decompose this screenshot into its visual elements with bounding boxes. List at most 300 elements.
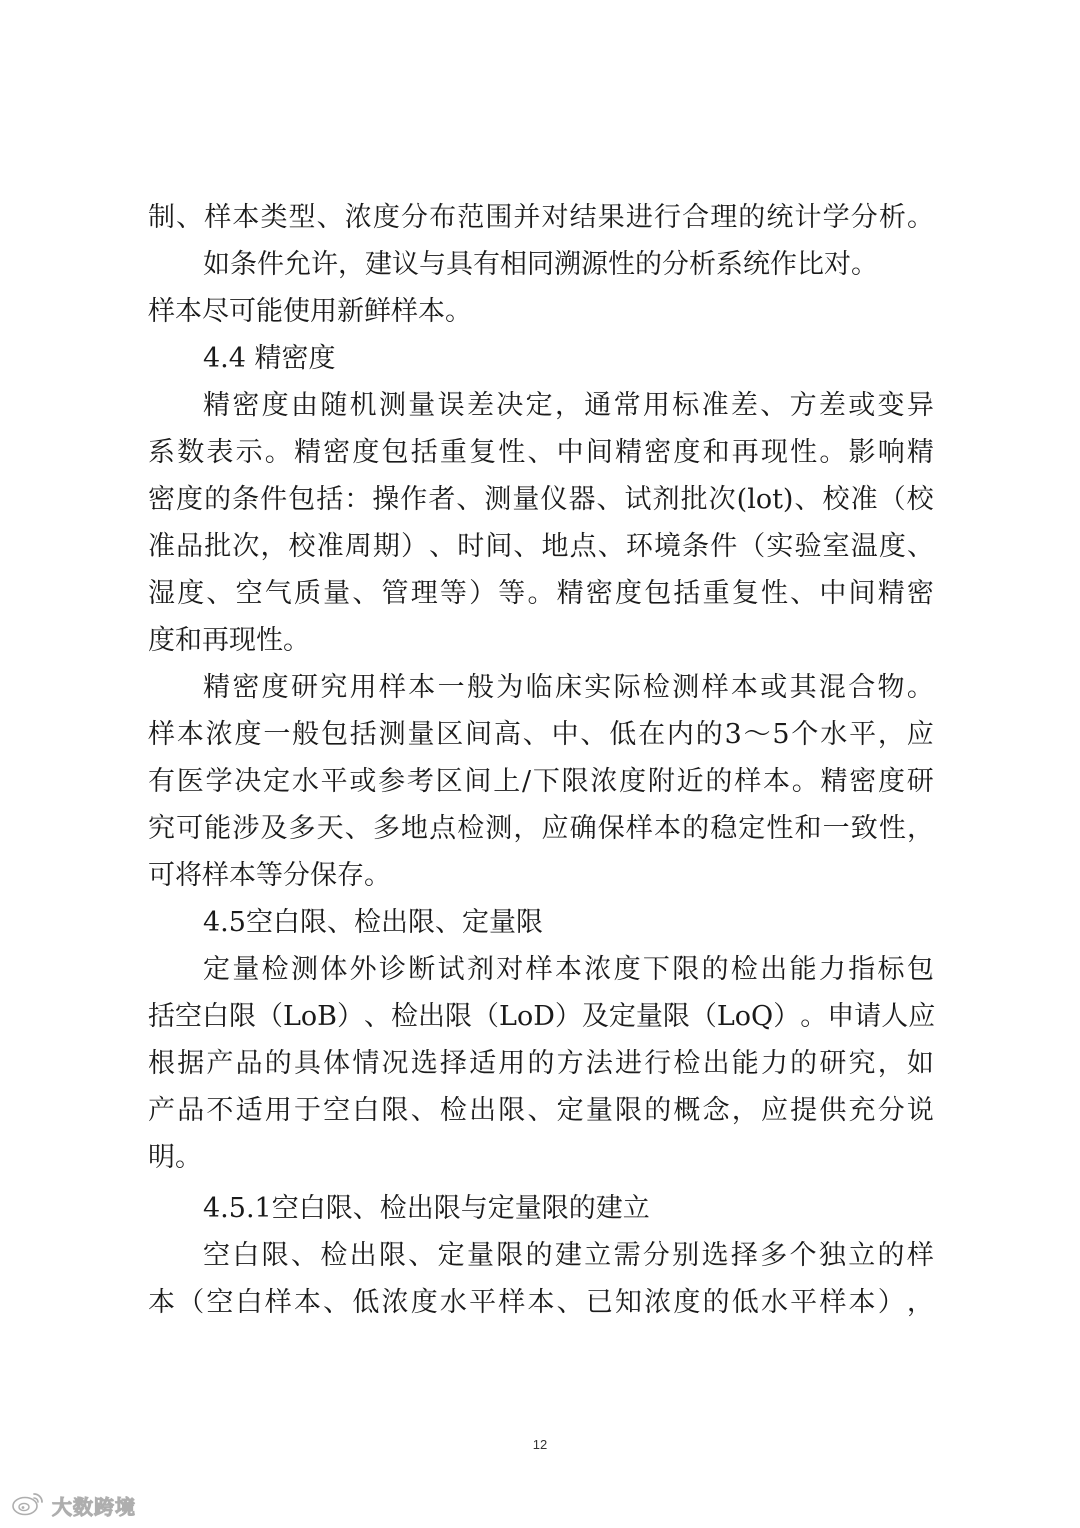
glyph: ， <box>877 719 905 750</box>
glyph: 应 <box>760 1095 788 1126</box>
glyph: 本 <box>554 954 582 985</box>
glyph: 重 <box>702 578 730 609</box>
glyph: 度 <box>673 437 701 468</box>
glyph: 定 <box>203 954 230 985</box>
glyph: 结 <box>569 202 597 233</box>
glyph: 根 <box>148 1048 175 1079</box>
glyph: 样 <box>204 202 232 233</box>
glyph: 品 <box>235 1048 263 1079</box>
glyph: 浓 <box>205 719 233 750</box>
glyph: 研 <box>819 1048 847 1079</box>
glyph: ） <box>337 1001 365 1032</box>
glyph: 本 <box>527 1287 555 1318</box>
glyph: 分 <box>642 1240 670 1271</box>
paragraph-line <box>148 809 934 849</box>
glyph: 5 <box>772 719 790 750</box>
glyph: 近 <box>676 766 704 797</box>
glyph: 确 <box>569 813 597 844</box>
glyph: 样 <box>906 1240 934 1271</box>
glyph: 样 <box>819 1287 847 1318</box>
glyph: 出 <box>760 954 788 985</box>
glyph: 出 <box>702 1048 730 1079</box>
glyph: 选 <box>701 1240 729 1271</box>
glyph: 外 <box>349 954 377 985</box>
glyph: 空 <box>175 1001 202 1032</box>
glyph: 间 <box>585 437 613 468</box>
glyph: 度 <box>177 578 205 609</box>
glyph: 密 <box>232 672 260 703</box>
glyph: 检 <box>642 672 670 703</box>
glyph: 立 <box>584 1240 612 1271</box>
glyph: 样 <box>498 1287 526 1318</box>
glyph: 分 <box>877 1095 905 1126</box>
section-heading <box>203 903 934 943</box>
glyph: 管 <box>381 578 409 609</box>
glyph: 量 <box>407 719 435 750</box>
glyph: 能 <box>789 954 817 985</box>
glyph: 浓 <box>590 766 618 797</box>
glyph: 型 <box>288 202 316 233</box>
glyph: 多 <box>288 813 316 844</box>
glyph: 、 <box>323 1287 351 1318</box>
glyph: 的 <box>682 813 710 844</box>
section-heading <box>203 339 934 379</box>
glyph: 等 <box>439 578 467 609</box>
glyph: 差 <box>818 390 846 421</box>
glyph: 定 <box>738 813 766 844</box>
glyph: 、 <box>596 484 624 515</box>
glyph: 性 <box>498 437 526 468</box>
glyph: 申 <box>827 1001 855 1032</box>
glyph: 和 <box>702 437 730 468</box>
glyph: 个 <box>789 1240 817 1271</box>
glyph: 在 <box>638 719 666 750</box>
glyph: （ <box>878 484 906 515</box>
paragraph-line <box>148 433 934 473</box>
glyph: 需 <box>613 1240 641 1271</box>
glyph: 空 <box>323 1095 351 1126</box>
glyph: 低 <box>731 1287 759 1318</box>
glyph: 平 <box>320 766 348 797</box>
glyph: 范 <box>457 202 485 233</box>
paragraph-line <box>203 950 934 990</box>
glyph: 稳 <box>710 813 738 844</box>
glyph: 理 <box>710 202 738 233</box>
glyph: 平 <box>849 719 877 750</box>
glyph: 本 <box>730 672 758 703</box>
glyph: 产 <box>206 1048 234 1079</box>
glyph: 测 <box>485 813 513 844</box>
glyph: 的 <box>695 719 723 750</box>
glyph: ） <box>877 1287 905 1318</box>
glyph: 附 <box>647 766 675 797</box>
glyph: 气 <box>264 578 292 609</box>
paragraph-line <box>148 621 934 661</box>
glyph: 密 <box>849 766 877 797</box>
paragraph-line <box>148 1138 934 1178</box>
glyph: ， <box>731 1095 759 1126</box>
glyph: 作 <box>400 484 428 515</box>
glyph: 低 <box>352 1287 380 1318</box>
glyph: 、 <box>597 531 625 562</box>
glyph: 现 <box>760 437 788 468</box>
glyph: 提 <box>790 1095 818 1126</box>
glyph: 空 <box>206 1287 234 1318</box>
glyph: 类 <box>260 202 288 233</box>
glyph: 并 <box>513 202 541 233</box>
glyph: 度 <box>261 672 289 703</box>
glyph: 、 <box>206 578 234 609</box>
glyph: 中 <box>551 719 579 750</box>
glyph: ， <box>513 813 541 844</box>
glyph: 、 <box>580 719 608 750</box>
glyph: 的 <box>702 1287 730 1318</box>
glyph: 样 <box>148 719 175 750</box>
glyph: 内 <box>666 719 694 750</box>
glyph: LoD <box>499 1001 555 1032</box>
glyph: 定 <box>608 1001 636 1032</box>
glyph: 间 <box>485 531 513 562</box>
glyph: 限 <box>498 1095 526 1126</box>
glyph: 、 <box>344 813 372 844</box>
glyph: ） <box>469 578 497 609</box>
glyph: 本 <box>408 672 436 703</box>
glyph: 校 <box>288 531 316 562</box>
glyph: 差 <box>730 390 758 421</box>
glyph: 白 <box>235 1287 263 1318</box>
glyph: 研 <box>290 672 318 703</box>
glyph: 行 <box>644 1048 672 1079</box>
glyph: 。 <box>819 437 847 468</box>
glyph: 于 <box>293 1095 321 1126</box>
paragraph-line <box>148 527 934 567</box>
glyph: LoB <box>283 1001 338 1032</box>
glyph: 应 <box>908 1001 936 1032</box>
glyph: 围 <box>485 202 513 233</box>
glyph: 样 <box>264 1287 292 1318</box>
glyph: 本 <box>762 766 790 797</box>
glyph: 体 <box>320 954 348 985</box>
glyph: 时 <box>457 531 485 562</box>
heading-text: 4.4 精密度 <box>203 343 336 374</box>
page-number: 12 <box>532 1437 548 1452</box>
glyph: 分 <box>400 202 428 233</box>
glyph: 、 <box>513 531 541 562</box>
glyph: 般 <box>292 719 320 750</box>
glyph: 参 <box>378 766 406 797</box>
glyph: 器 <box>568 484 596 515</box>
glyph: 检 <box>730 954 758 985</box>
glyph: 准 <box>316 531 344 562</box>
glyph: 出 <box>469 1095 497 1126</box>
glyph: 对 <box>541 202 569 233</box>
glyph: 条 <box>682 531 710 562</box>
glyph: 出 <box>349 1240 377 1271</box>
glyph: 用 <box>498 1048 526 1079</box>
glyph: 平 <box>469 1287 497 1318</box>
glyph: 括 <box>316 484 344 515</box>
glyph: 本 <box>653 813 681 844</box>
glyph: 通 <box>584 390 612 421</box>
glyph: 究 <box>848 1048 876 1079</box>
glyph: 水 <box>820 719 848 750</box>
glyph: 平 <box>790 1287 818 1318</box>
glyph: 合 <box>682 202 710 233</box>
glyph: 致 <box>850 813 878 844</box>
glyph: 精 <box>293 437 321 468</box>
glyph: 标 <box>877 954 905 985</box>
glyph: 测 <box>378 390 406 421</box>
glyph: 适 <box>469 1048 497 1079</box>
glyph: 度 <box>878 766 906 797</box>
glyph: 应 <box>541 813 569 844</box>
glyph: 度 <box>673 1287 701 1318</box>
glyph: ） <box>554 1001 582 1032</box>
glyph: ， <box>906 813 934 844</box>
glyph: 本 <box>848 1287 876 1318</box>
glyph: 请 <box>854 1001 882 1032</box>
glyph: 样 <box>734 766 762 797</box>
glyph: 检 <box>673 1048 701 1079</box>
glyph: 具 <box>293 1048 321 1079</box>
glyph: 出 <box>418 1001 446 1032</box>
glyph: 临 <box>525 672 553 703</box>
glyph: 有 <box>148 766 175 797</box>
glyph: 上 <box>493 766 521 797</box>
glyph: 别 <box>672 1240 700 1271</box>
glyph: 。 <box>791 766 819 797</box>
glyph: 试 <box>624 484 652 515</box>
glyph: 次 <box>708 484 736 515</box>
paragraph-line <box>148 997 934 1037</box>
glyph: 密 <box>585 578 613 609</box>
glyph: 3 <box>724 719 742 750</box>
glyph: （ <box>177 1287 205 1318</box>
glyph: 、 <box>522 719 550 750</box>
glyph: 样 <box>701 672 729 703</box>
glyph: 实 <box>766 531 794 562</box>
glyph: 的 <box>701 954 729 985</box>
glyph: 样 <box>378 672 406 703</box>
glyph: 。 <box>906 202 934 233</box>
glyph: 诊 <box>378 954 406 985</box>
glyph: 随 <box>320 390 348 421</box>
glyph: 选 <box>410 1048 438 1079</box>
glyph: 点 <box>569 531 597 562</box>
glyph: 低 <box>609 719 637 750</box>
glyph: 概 <box>673 1095 701 1126</box>
watermark <box>10 1490 136 1520</box>
glyph: 对 <box>496 954 524 985</box>
glyph: 密 <box>148 484 175 515</box>
glyph: 决 <box>234 766 262 797</box>
glyph: 况 <box>381 1048 409 1079</box>
glyph: 精 <box>556 578 584 609</box>
glyph: 精 <box>203 672 230 703</box>
glyph: 差 <box>466 390 494 421</box>
glyph: 、 <box>556 1287 584 1318</box>
glyph: 环 <box>625 531 653 562</box>
glyph: 校 <box>906 484 934 515</box>
glyph: 般 <box>466 672 494 703</box>
glyph: 断 <box>408 954 436 985</box>
glyph: LoQ <box>716 1001 774 1032</box>
glyph: 操 <box>372 484 400 515</box>
glyph: 再 <box>731 437 759 468</box>
glyph: 准 <box>701 390 729 421</box>
glyph: 据 <box>177 1048 205 1079</box>
glyph: 说 <box>906 1095 934 1126</box>
glyph: 际 <box>613 672 641 703</box>
glyph: 度 <box>878 531 906 562</box>
glyph: 定 <box>437 1240 465 1271</box>
glyph: 力 <box>818 954 846 985</box>
glyph: 度 <box>372 202 400 233</box>
glyph: 准 <box>148 531 175 562</box>
glyph: 限 <box>378 1240 406 1271</box>
glyph: ， <box>554 390 582 421</box>
glyph: 校 <box>822 484 850 515</box>
glyph: 方 <box>789 390 817 421</box>
glyph: 仪 <box>540 484 568 515</box>
glyph: 批 <box>680 484 708 515</box>
glyph: 变 <box>877 390 905 421</box>
glyph: 究 <box>320 672 348 703</box>
glyph: 决 <box>496 390 524 421</box>
line-text: 度和再现性。 <box>148 625 310 656</box>
glyph: 及 <box>260 813 288 844</box>
glyph: 究 <box>148 813 175 844</box>
glyph: 验 <box>794 531 822 562</box>
glyph: 密 <box>232 390 260 421</box>
glyph: (lot) <box>736 484 794 515</box>
glyph: ： <box>344 484 372 515</box>
glyph: 择 <box>439 1048 467 1079</box>
glyph: 间 <box>848 578 876 609</box>
glyph: 异 <box>906 390 934 421</box>
glyph: 为 <box>496 672 524 703</box>
glyph: 常 <box>613 390 641 421</box>
glyph: 区 <box>435 766 463 797</box>
glyph: 实 <box>584 672 612 703</box>
glyph: 析 <box>878 202 906 233</box>
glyph: 应 <box>906 719 934 750</box>
glyph: 包 <box>644 578 672 609</box>
glyph: 的 <box>204 484 232 515</box>
glyph: 限 <box>561 766 589 797</box>
glyph: 限 <box>496 1240 524 1271</box>
glyph: 限 <box>229 1001 256 1032</box>
glyph: 湿 <box>148 578 175 609</box>
glyph: 者 <box>428 484 456 515</box>
glyph: 测 <box>378 719 406 750</box>
glyph: 件 <box>260 484 288 515</box>
paragraph-line <box>148 198 934 238</box>
glyph: 量 <box>512 484 540 515</box>
glyph: 、 <box>410 1095 438 1126</box>
line-text: 可将样本等分保存。 <box>148 860 391 891</box>
glyph: 中 <box>556 437 584 468</box>
paragraph-line <box>148 762 934 802</box>
glyph: （ <box>472 1001 500 1032</box>
glyph: 多 <box>372 813 400 844</box>
glyph: 包 <box>288 484 316 515</box>
glyph: 度 <box>410 1287 438 1318</box>
glyph: 条 <box>232 484 260 515</box>
glyph: 不 <box>206 1095 234 1126</box>
glyph: ） <box>400 531 428 562</box>
glyph: 区 <box>436 719 464 750</box>
glyph: 。 <box>527 578 555 609</box>
glyph: 周 <box>344 531 372 562</box>
glyph: 研 <box>906 766 934 797</box>
glyph: ， <box>906 1287 934 1318</box>
glyph: 的 <box>790 1048 818 1079</box>
glyph: 、 <box>364 1001 392 1032</box>
glyph: （ <box>738 531 766 562</box>
glyph: 、 <box>429 531 457 562</box>
glyph: 水 <box>291 766 319 797</box>
glyph: 性 <box>790 437 818 468</box>
glyph: 点 <box>429 813 457 844</box>
glyph: 或 <box>848 390 876 421</box>
glyph: 限 <box>662 1001 690 1032</box>
glyph: 情 <box>352 1048 380 1079</box>
glyph: 法 <box>585 1048 613 1079</box>
glyph: 指 <box>848 954 876 985</box>
glyph: 白 <box>202 1001 229 1032</box>
glyph: 地 <box>541 531 569 562</box>
glyph: 温 <box>850 531 878 562</box>
glyph: 布 <box>429 202 457 233</box>
glyph: 括 <box>673 578 701 609</box>
glyph: 的 <box>264 1048 292 1079</box>
glyph: 性 <box>760 578 788 609</box>
glyph: / <box>521 766 532 797</box>
glyph: 品 <box>177 1095 205 1126</box>
glyph: 医 <box>176 766 204 797</box>
glyph: 水 <box>439 1287 467 1318</box>
glyph: ） <box>773 1001 801 1032</box>
glyph: 建 <box>554 1240 582 1271</box>
glyph: ， <box>877 1048 905 1079</box>
glyph: 精 <box>820 766 848 797</box>
glyph: 床 <box>554 672 582 703</box>
glyph: 室 <box>822 531 850 562</box>
glyph: 量 <box>466 1240 494 1271</box>
glyph: 知 <box>615 1287 642 1318</box>
glyph: 性 <box>878 813 906 844</box>
glyph: 由 <box>290 390 318 421</box>
glyph: 复 <box>731 578 759 609</box>
glyph: 定 <box>263 766 291 797</box>
glyph: 检 <box>439 1095 467 1126</box>
glyph: 用 <box>264 1095 292 1126</box>
glyph: 度 <box>352 437 380 468</box>
glyph: 混 <box>818 672 846 703</box>
glyph: 括 <box>148 1001 175 1032</box>
glyph: 的 <box>877 1240 905 1271</box>
glyph: 统 <box>766 202 794 233</box>
glyph: 复 <box>469 437 497 468</box>
glyph: 测 <box>290 954 318 985</box>
paragraph-line <box>148 574 934 614</box>
glyph: 其 <box>789 672 817 703</box>
glyph: 影 <box>848 437 876 468</box>
glyph: 学 <box>822 202 850 233</box>
paragraph-line <box>148 1044 934 1084</box>
glyph: 行 <box>653 202 681 233</box>
